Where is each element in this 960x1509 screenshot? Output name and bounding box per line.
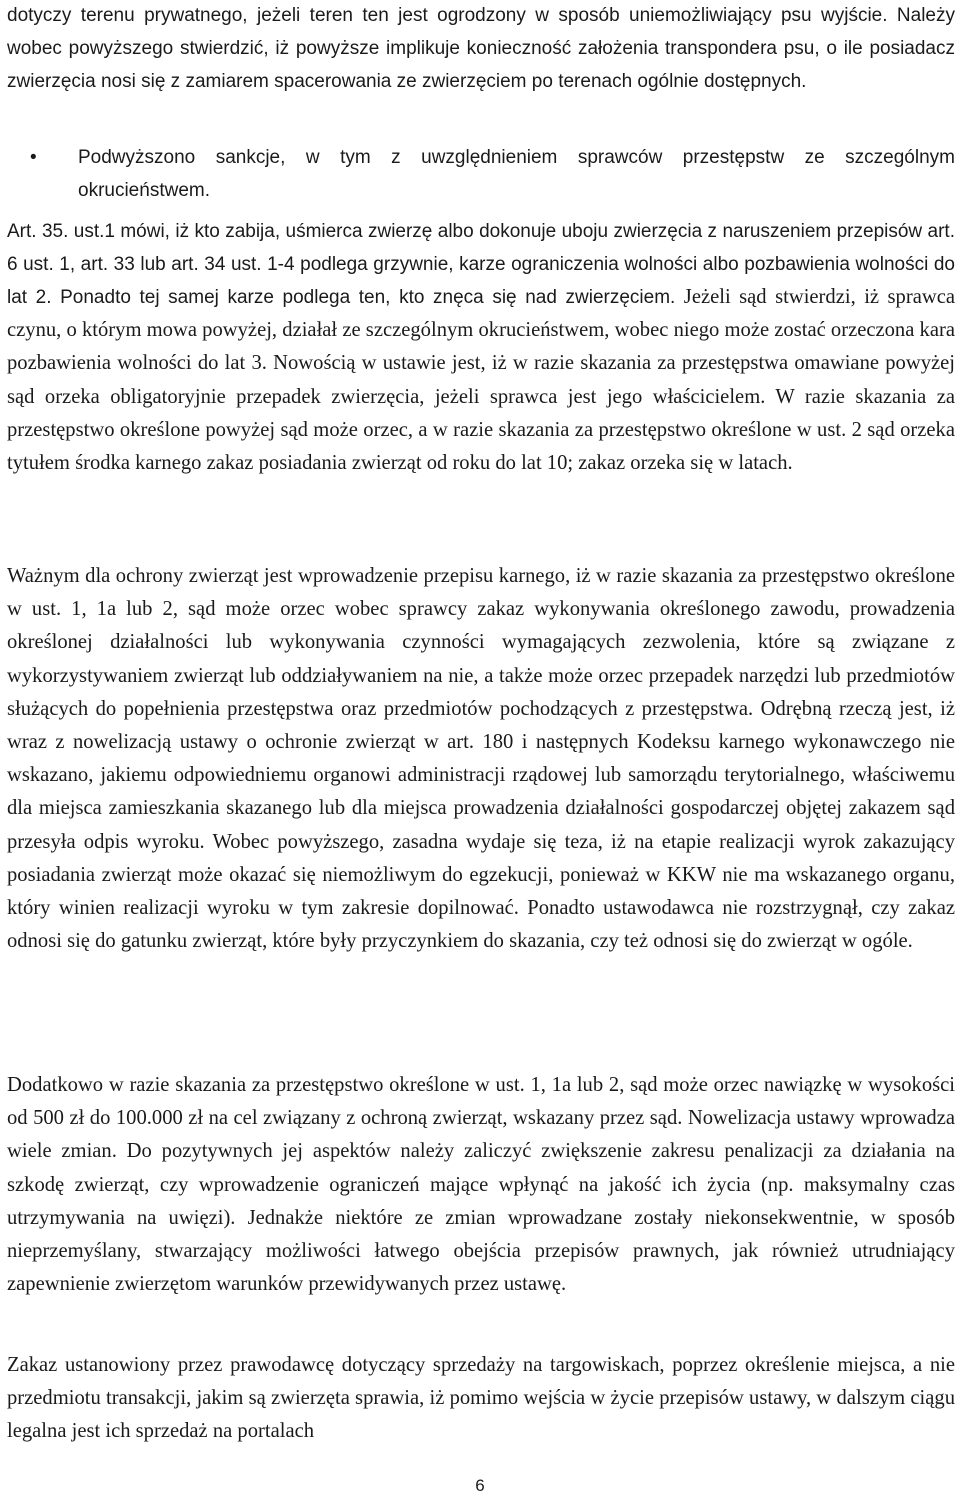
paragraph-dodatkowo: Dodatkowo w razie skazania za przestępstwo określone w ust. 1, 1a lub 2, sąd może orzec nawiązkę w wysokości od 500 zł do 100.000 zł na cel związany z ochroną zwierząt, wskazany przez sąd. Nowelizacja ustawy wprowadza wiele zmian. Do pozytywnych jej aspektów należy zaliczyć zwiększenie zakresu penalizacji za działania na szkodę zwierząt, czy wprowadzenie ograniczeń mające wpłynąć na jakość ich życia (np. maksymalny czas utrzymywania na uwięzi). Jednakże niektóre ze zmian wprowadzane zostały niekonsekwentnie, w sposób nieprzemyślany, stwarzający możliwości łatwego obejścia przepisów prawnych, jak również utrudniający zapewnienie zwierzętom warunków przewidywanych przez ustawę.: [7, 1074, 955, 1296]
bullet-text: Podwyższono sankcje, w tym z uwzględnieniem sprawców przestępstw ze szczególnym okrucieństwem.: [78, 147, 955, 201]
paragraph-wazne: Ważnym dla ochrony zwierząt jest wprowadzenie przepisu karnego, iż w razie skazania za przestępstwo określone w ust. 1, 1a lub 2, sąd może orzec wobec sprawcy zakaz wykonywania określonego zawodu, prowadzenia określonej działalności lub wykonywania czynności wymagających zezwolenia, które są związane z wykorzystywaniem zwierząt lub oddziaływaniem na nie, a także może orzec przepadek narzędzi lub przedmiotów służących do popełnienia przestępstwa oraz przedmiotów pochodzących z przestępstwa. Odrębną rzeczą jest, iż wraz z nowelizacją ustawy o ochronie zwierząt w art. 180 i następnych Kodeksu karnego wykonawczego nie wskazano, jakiemu odpowiedniemu organowi administracji rządowej lub samorządu terytorialnego, właściwemu dla miejsca zamieszkania skazanego lub dla miejsca prowadzenia działalności gospodarczej objętej zakazem sąd przesyła odpis wyroku. Wobec powyższego, zasadna wydaje się teza, iż na etapie realizacji wyrok zakazujący posiadania zwierząt może okazać się niemożliwym do egzekucji, ponieważ w KKW nie ma wskazanego organu, który winien realizacji wyroku w tym zakresie dopilnować. Ponadto ustawodawca nie rozstrzygnął, czy zakaz odnosi się do gatunku zwierząt, które były przyczynkiem do skazania, czy też odnosi się do zwierząt w ogóle.: [7, 565, 955, 953]
paragraph-art35: [7, 215, 955, 480]
paragraph-art35-sans-part: Art. 35. ust.1 mówi, iż kto zabija, uśmierca zwierzę albo dokonuje uboju zwierzęcia z naruszeniem przepisów art. 6 ust. 1, art. 33 lub art. 34 ust. 1-4 podlega grzywnie, karze ograniczenia wolności albo pozbawienia wolności do lat 2. Ponadto tej samej karze podlega ten, kto znęca się nad zwierzęciem.: [7, 221, 955, 308]
bullet-icon: •: [30, 147, 37, 168]
page-number: 6: [475, 1476, 485, 1495]
paragraph-intro: dotyczy terenu prywatnego, jeżeli teren ten jest ogrodzony w sposób uniemożliwiający psu wyjście. Należy wobec powyższego stwierdzić, iż powyższe implikuje konieczność założenia transpondera psu, o ile posiadacz zwierzęcia nosi się z zamiarem spacerowania ze zwierzęciem po terenach ogólnie dostępnych.: [7, 5, 955, 92]
paragraph-art35-serif-part: Jeżeli sąd stwierdzi, iż sprawca czynu, o którym mowa powyżej, działał ze szczególnym okrucieństwem, wobec niego może zostać orzeczona kara pozbawienia wolności do lat 3. Nowością w ustawie jest, iż w razie skazania za przestępstwa omawiane powyżej sąd orzeka obligatoryjnie przepadek zwierzęcia, jeżeli sprawca jest jego właścicielem. W razie skazania za przestępstwo określone powyżej sąd może orzec, a w razie skazania za przestępstwo określone w ust. 2 sąd orzeka tytułem środka karnego zakaz posiadania zwierząt od roku do lat 10; zakaz orzeka się w latach.: [7, 286, 955, 475]
paragraph-zakaz: Zakaz ustanowiony przez prawodawcę dotyczący sprzedaży na targowiskach, poprzez określenie miejsca, a nie przedmiotu transakcji, jakim są zwierzęta sprawia, iż pomimo wejścia w życie przepisów ustawy, w dalszym ciągu legalna jest ich sprzedaż na portalach: [7, 1354, 955, 1443]
